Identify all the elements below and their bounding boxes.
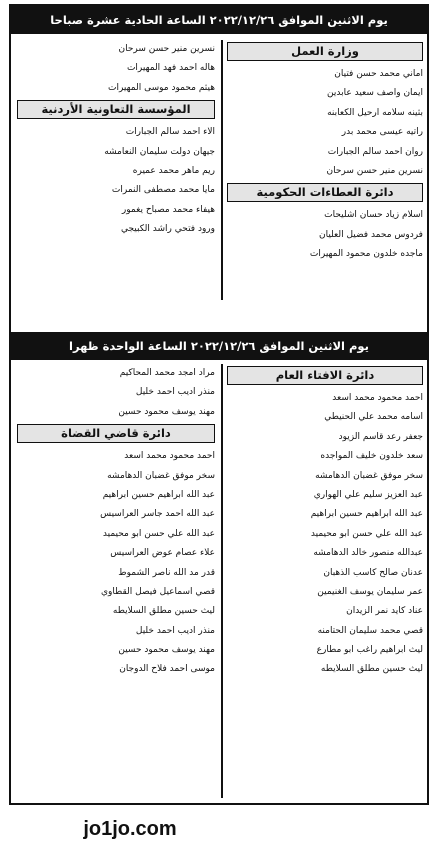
department-title: دائرة قاضي القضاة (17, 424, 215, 443)
candidate-name: منذر اديب احمد خليل (135, 625, 215, 636)
candidate-name: جيهان دولت سليمان النعامشه (104, 146, 215, 157)
announcement-frame (9, 4, 429, 805)
column-divider (221, 40, 223, 300)
candidate-name: ليث ابراهيم راغب ابو مطارع (316, 645, 423, 656)
candidate-name: عبدالله منصور خالد الدهامشه (313, 548, 423, 559)
candidate-name: عبد العزيز سليم علي الهواري (313, 489, 423, 500)
candidate-name: هاله احمد فهد المهيرات (126, 63, 215, 74)
candidate-name: احمد محمود محمد اسعد (332, 393, 423, 403)
candidate-name: بثينه سلامه ارحيل الكعابنه (327, 107, 423, 118)
candidate-name: الاء احمد سالم الجبارات (125, 127, 215, 138)
candidate-name: عدنان صالح كاسب الذهبان (323, 567, 423, 578)
candidate-name: ليث حسين مطلق السلايطه (112, 606, 215, 617)
candidate-name: اسامه محمد علي الحنيطي (324, 412, 423, 423)
candidate-name: مهند يوسف محمود حسين (118, 406, 215, 417)
candidate-name: موسى احمد فلاح الدوجان (119, 664, 215, 675)
candidate-name: اسلام زياد حسان اشليحات (324, 210, 423, 221)
candidate-name: علاء عصام عوض العراسيس (110, 548, 215, 559)
candidate-name: عمر سليمان يوسف الغنيمين (317, 586, 423, 597)
candidate-name: اماني محمد حسن فتيان (334, 69, 423, 79)
candidate-name: هيثم محمود موسى المهيرات (107, 82, 215, 93)
candidate-name: مراد امجد محمد المحاكيم (119, 368, 215, 378)
candidate-name: ماجده خلدون محمود المهيرات (309, 249, 423, 260)
candidate-name: منذر اديب احمد خليل (135, 387, 215, 398)
candidate-name: عناد كايد نمر الزيدان (346, 606, 423, 617)
session-2-heading: يوم الاثنين الموافق ٢٠٢٢/١٢/٢٦ الساعة الواحدة ظهرا (11, 332, 427, 360)
candidate-name: احمد محمود محمد اسعد (124, 451, 215, 462)
candidate-name: ورود فتحي راشد الكبيجي (120, 224, 215, 235)
column-divider (221, 364, 223, 798)
candidate-name: هيفاء محمد مصباح يغمور (121, 204, 215, 215)
session-1-left-column (17, 40, 215, 302)
department-title: دائرة الافتاء العام (227, 366, 423, 385)
candidate-name: عبد الله علي حسن ابو محيميد (310, 528, 423, 539)
candidate-name: مهند يوسف محمود حسين (118, 645, 215, 656)
session-1-heading: يوم الاثنين الموافق ٢٠٢٢/١٢/٢٦ الساعة الحادية عشرة صباحا (11, 6, 427, 34)
candidate-name: جعفر رعد قاسم الزيود (338, 431, 423, 442)
candidate-name: فردوس محمد فضيل العليان (318, 229, 423, 240)
candidate-name: قصي محمد سليمان الحتامنه (317, 625, 423, 636)
candidate-name: عبد الله ابراهيم حسين ابراهيم (310, 509, 423, 520)
session-1-right-column (227, 40, 423, 302)
session-2-left-column (17, 364, 215, 802)
department-title: المؤسسة التعاونية الأردنية (17, 100, 215, 119)
candidate-name: نسرين منير حسن سرحان (326, 165, 423, 176)
candidate-name: ايمان واصف سعيد عابدين (327, 88, 423, 99)
candidate-name: قدر مد الله ناصر الشموط (118, 567, 215, 578)
candidate-name: سخر موفق غضبان الدهامشه (107, 470, 215, 481)
department-title: وزارة العمل (227, 42, 423, 61)
site-watermark: jo1jo.com (83, 818, 177, 840)
candidate-name: راتيه عيسى محمد بدر (341, 127, 423, 138)
candidate-name: سخر موفق غضبان الدهامشه (315, 470, 423, 481)
candidate-name: عبد الله ابراهيم حسين ابراهيم (102, 489, 215, 500)
candidate-name: عبد الله علي حسن ابو محيميد (102, 528, 215, 539)
department-title: دائرة العطاءات الحكومية (227, 183, 423, 202)
candidate-name: عبد الله احمد جاسر العراسيس (100, 509, 215, 520)
candidate-name: سعد خلدون خليف المواجده (320, 451, 423, 462)
candidate-name: ليث حسين مطلق السلايطه (320, 664, 423, 675)
candidate-name: ريم ماهر محمد عميره (132, 165, 215, 176)
session-2-right-column (227, 364, 423, 802)
candidate-name: قصي اسماعيل فيصل القطاوي (100, 586, 215, 597)
candidate-name: نسرين منير حسن سرحان (118, 44, 215, 54)
candidate-name: روان احمد سالم الجبارات (327, 146, 423, 157)
candidate-name: مايا محمد مصطفى النمرات (111, 185, 215, 196)
